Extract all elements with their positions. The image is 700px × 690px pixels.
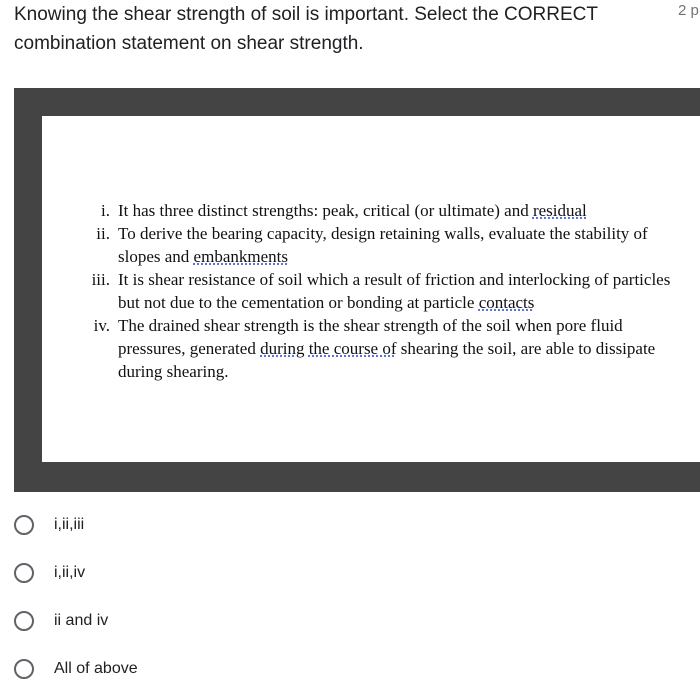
- statement-text: shearing the soil, are able to dissipate during shearing.: [118, 339, 656, 381]
- option-i-ii-iv[interactable]: [14, 553, 85, 593]
- radio-button[interactable]: [14, 515, 34, 535]
- statement-text-underlined: contacts: [478, 293, 535, 312]
- question-image: [14, 88, 700, 492]
- statement-text: It has three distinct strengths: peak, critical (or ultimate) and: [118, 201, 533, 220]
- question-image-content: [42, 116, 700, 462]
- option-ii-and-iv[interactable]: [14, 601, 108, 641]
- statement-number: iv.: [93, 316, 110, 335]
- option-label[interactable]: i,ii,iii: [54, 516, 85, 533]
- statement-number: iii.: [91, 270, 110, 289]
- option-i-ii-iii[interactable]: [14, 505, 84, 545]
- statement-item: [42, 314, 700, 383]
- points-label: 2 p: [678, 2, 699, 19]
- statement-text-underlined: residual: [532, 201, 587, 220]
- statement-item: [42, 268, 700, 314]
- option-label[interactable]: All of above: [54, 660, 138, 677]
- option-label[interactable]: i,ii,iv: [54, 564, 86, 581]
- question-text: Knowing the shear strength of soil is important. Select the CORRECT combination statement on shear strength.: [14, 4, 598, 54]
- option-label[interactable]: ii and iv: [54, 612, 109, 629]
- radio-button[interactable]: [14, 659, 34, 679]
- statement-number: i.: [101, 201, 110, 220]
- statement-text-underlined: during the course of: [260, 339, 397, 358]
- statement-text: It is shear resistance of soil which a result of friction and interlocking of particles but not due to the cementation or bonding at particle: [118, 270, 671, 312]
- statement-text: To derive the bearing capacity, design retaining walls, evaluate the stability of slopes and: [118, 224, 648, 266]
- statement-item: [42, 222, 700, 268]
- radio-button[interactable]: [14, 563, 34, 583]
- statement-number: ii.: [96, 224, 110, 243]
- option-all-of-above[interactable]: [14, 649, 138, 689]
- statement-text: The drained shear strength is the shear strength of the soil when pore fluid pressures, generated: [118, 316, 623, 358]
- statement-text-underlined: embankments: [193, 247, 288, 266]
- radio-button[interactable]: [14, 611, 34, 631]
- statement-item: [42, 199, 700, 222]
- statement-list: [42, 199, 700, 383]
